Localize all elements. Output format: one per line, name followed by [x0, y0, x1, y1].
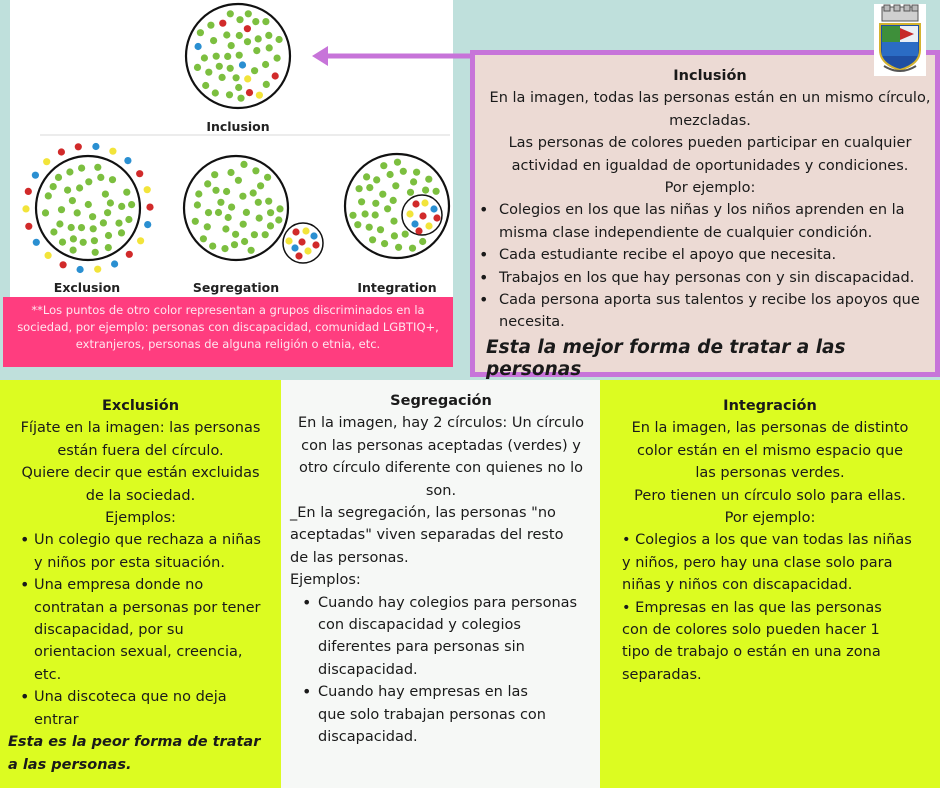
person-dot — [64, 187, 71, 194]
person-dot — [197, 29, 204, 36]
person-dot — [419, 212, 426, 219]
person-dot — [262, 231, 269, 238]
list-item: • Colegios a los que van todas las niñas y niños, pero hay una clase solo para niñas y niños con discapacidad. — [622, 532, 912, 594]
integration-line: Pero tienen un círculo solo para ellas. — [634, 487, 906, 504]
person-dot — [222, 225, 229, 232]
person-dot — [128, 201, 135, 208]
person-dot — [104, 209, 111, 216]
person-dot — [433, 188, 440, 195]
list-item: • Un colegio que rechaza a niñas y niños por esta situación. — [6, 529, 269, 574]
person-dot — [380, 162, 387, 169]
person-dot — [425, 176, 432, 183]
exclusion-panel — [0, 380, 281, 788]
exclusion-line: Quiere decir que están excluidas de la sociedad. — [21, 465, 260, 504]
person-dot — [252, 18, 259, 25]
person-dot — [109, 148, 116, 155]
person-dot — [211, 171, 218, 178]
person-dot — [272, 72, 279, 79]
person-dot — [195, 190, 202, 197]
person-dot — [146, 204, 153, 211]
person-dot — [400, 168, 407, 175]
person-dot — [215, 209, 222, 216]
list-item: • Cuando hay empresas en las que solo trabajan personas con discapacidad. — [290, 681, 586, 748]
list-item: • Trabajos en los que hay personas con y sin discapacidad. — [499, 267, 940, 289]
person-dot — [276, 205, 283, 212]
person-dot — [205, 209, 212, 216]
person-dot — [25, 188, 32, 195]
person-dot — [304, 247, 311, 254]
person-dot — [204, 223, 211, 230]
segregation-circle-group — [184, 156, 323, 263]
arrow-icon — [300, 40, 480, 75]
person-dot — [257, 182, 264, 189]
segregation-body: Ejemplos: — [290, 572, 361, 589]
person-dot — [94, 266, 101, 273]
person-dot — [433, 214, 440, 221]
person-dot — [137, 237, 144, 244]
person-dot — [421, 199, 428, 206]
person-dot — [213, 53, 220, 60]
person-dot — [356, 185, 363, 192]
person-dot — [239, 193, 246, 200]
exclusion-circle-group — [22, 143, 153, 273]
person-dot — [97, 174, 104, 181]
person-dot — [123, 189, 130, 196]
person-dot — [366, 184, 373, 191]
exclusion-list — [6, 529, 275, 731]
person-dot — [45, 252, 52, 259]
person-dot — [358, 198, 365, 205]
person-dot — [395, 244, 402, 251]
list-item: • Una discoteca que no deja entrar — [6, 686, 269, 731]
person-dot — [144, 221, 151, 228]
person-dot — [373, 176, 380, 183]
person-dot — [118, 229, 125, 236]
person-dot — [425, 222, 432, 229]
person-dot — [354, 221, 361, 228]
person-dot — [219, 20, 226, 27]
person-dot — [223, 188, 230, 195]
person-dot — [68, 224, 75, 231]
person-dot — [205, 69, 212, 76]
person-dot — [372, 200, 379, 207]
integration-title: Integración — [723, 398, 817, 414]
person-dot — [231, 241, 238, 248]
person-dot — [402, 231, 409, 238]
label-exclusion: Exclusion — [53, 280, 121, 295]
person-dot — [240, 161, 247, 168]
person-dot — [207, 22, 214, 29]
person-dot — [251, 67, 258, 74]
person-dot — [144, 186, 151, 193]
person-dot — [292, 228, 299, 235]
person-dot — [105, 232, 112, 239]
person-dot — [45, 192, 52, 199]
person-dot — [372, 211, 379, 218]
person-dot — [194, 201, 201, 208]
person-dot — [223, 31, 230, 38]
list-item: • Cada persona aporta sus talentos y recibe los apoyos que necesita. — [499, 289, 940, 334]
exclusion-line: Ejemplos: — [105, 510, 176, 527]
person-dot — [50, 183, 57, 190]
person-dot — [55, 174, 62, 181]
person-dot — [407, 189, 414, 196]
integration-circle-group — [345, 154, 449, 258]
list-item: • Cuando hay colegios para personas con discapacidad y colegios diferentes para personas sin discapacidad. — [290, 592, 586, 682]
person-dot — [392, 182, 399, 189]
person-dot — [200, 235, 207, 242]
person-dot — [22, 205, 29, 212]
person-dot — [263, 81, 270, 88]
person-dot — [276, 36, 283, 43]
person-dot — [236, 16, 243, 23]
inclusion-list — [475, 199, 940, 333]
person-dot — [33, 239, 40, 246]
person-dot — [78, 224, 85, 231]
exclusion-closing: Esta es la peor forma de tratar a las personas. — [8, 734, 261, 773]
exclusion-line: Fíjate en la imagen: las personas están fuera del círculo. — [20, 420, 261, 459]
list-item: • Empresas en las que las personas con de colores solo pueden hacer 1 tipo de trabajo o están en una zona separadas. — [622, 599, 882, 683]
person-dot — [80, 239, 87, 246]
person-dot — [194, 64, 201, 71]
person-dot — [227, 10, 234, 17]
person-dot — [85, 178, 92, 185]
person-dot — [244, 38, 251, 45]
person-dot — [210, 37, 217, 44]
person-dot — [69, 197, 76, 204]
person-dot — [430, 205, 437, 212]
label-inclusion: Inclusion — [206, 119, 270, 134]
label-integration: Integration — [357, 280, 437, 295]
person-dot — [58, 148, 65, 155]
person-dot — [415, 227, 422, 234]
person-dot — [412, 200, 419, 207]
person-dot — [77, 266, 84, 273]
person-dot — [411, 220, 418, 227]
person-dot — [239, 61, 246, 68]
person-dot — [50, 228, 57, 235]
person-dot — [202, 82, 209, 89]
person-dot — [253, 47, 260, 54]
inclusion-line: Las personas de colores pueden participar en cualquier actividad en igualdad de oportunidades y condiciones. — [508, 135, 912, 174]
inclusion-closing: Esta la mejor forma de tratar a las personas — [486, 336, 846, 381]
person-dot — [250, 189, 257, 196]
person-dot — [59, 239, 66, 246]
person-dot — [107, 199, 114, 206]
note-banner — [3, 297, 453, 367]
person-dot — [302, 227, 309, 234]
person-dot — [312, 241, 319, 248]
person-dot — [369, 236, 376, 243]
person-dot — [201, 54, 208, 61]
person-dot — [256, 215, 263, 222]
person-dot — [221, 245, 228, 252]
person-dot — [227, 65, 234, 72]
person-dot — [244, 25, 251, 32]
person-dot — [66, 168, 73, 175]
person-dot — [224, 53, 231, 60]
person-dot — [237, 95, 244, 102]
segregation-line: En la imagen, hay 2 círculos: Un círculo con las personas aceptadas (verdes) y otro círculo diferente con quienes no lo son. — [297, 415, 585, 499]
person-dot — [219, 74, 226, 81]
list-item: • Una empresa donde no contratan a personas por tener discapacidad, por su orientacion sexual, creencia, etc. — [6, 574, 269, 686]
person-dot — [233, 74, 240, 81]
person-dot — [70, 247, 77, 254]
crest-icon — [874, 4, 926, 76]
person-dot — [381, 240, 388, 247]
person-dot — [125, 216, 132, 223]
person-dot — [251, 231, 258, 238]
person-dot — [111, 260, 118, 267]
person-dot — [212, 89, 219, 96]
person-dot — [265, 198, 272, 205]
person-dot — [60, 261, 67, 268]
integration-line: Por ejemplo: — [724, 510, 816, 527]
person-dot — [264, 174, 271, 181]
integration-panel — [600, 380, 940, 788]
person-dot — [409, 245, 416, 252]
person-dot — [377, 226, 384, 233]
person-dot — [124, 157, 131, 164]
person-dot — [410, 178, 417, 185]
person-dot — [236, 52, 243, 59]
segregation-body: _En la segregación, las personas "no aceptadas" viven separadas del resto de las personas. — [290, 505, 564, 566]
person-dot — [195, 43, 202, 50]
person-dot — [43, 158, 50, 165]
person-dot — [235, 84, 242, 91]
person-dot — [92, 249, 99, 256]
person-dot — [89, 213, 96, 220]
person-dot — [192, 218, 199, 225]
list-item: • Cada estudiante recibe el apoyo que necesita. — [499, 244, 940, 266]
person-dot — [285, 237, 292, 244]
label-segregation: Segregation — [192, 280, 280, 295]
person-dot — [362, 210, 369, 217]
person-dot — [109, 176, 116, 183]
person-dot — [387, 171, 394, 178]
segregation-list — [290, 592, 592, 749]
person-dot — [240, 221, 247, 228]
person-dot — [366, 224, 373, 231]
person-dot — [209, 243, 216, 250]
person-dot — [100, 219, 107, 226]
person-dot — [90, 225, 97, 232]
inclusion-box — [470, 50, 940, 381]
integration-line: En la imagen, las personas de distinto color están en el mismo espacio que las personas verdes. — [631, 420, 909, 482]
person-dot — [118, 203, 125, 210]
person-dot — [32, 172, 39, 179]
person-dot — [390, 197, 397, 204]
person-dot — [275, 216, 282, 223]
inclusion-title: Inclusión — [673, 68, 747, 84]
person-dot — [262, 61, 269, 68]
person-dot — [241, 238, 248, 245]
person-dot — [244, 75, 251, 82]
person-dot — [70, 235, 77, 242]
person-dot — [349, 212, 356, 219]
person-dot — [384, 205, 391, 212]
person-dot — [422, 187, 429, 194]
person-dot — [274, 55, 281, 62]
person-dot — [85, 201, 92, 208]
coat-of-arms-logo — [874, 4, 926, 76]
person-dot — [216, 63, 223, 70]
person-dot — [295, 252, 302, 259]
person-dot — [248, 247, 255, 254]
person-dot — [204, 180, 211, 187]
person-dot — [91, 237, 98, 244]
person-dot — [105, 244, 112, 251]
person-dot — [310, 232, 317, 239]
inclusion-line: En la imagen, todas las personas están en un mismo círculo, mezcladas. — [489, 90, 931, 129]
inclusion-circle-group — [186, 4, 290, 108]
person-dot — [252, 167, 259, 174]
person-dot — [102, 191, 109, 198]
inclusion-line: Por ejemplo: — [664, 180, 756, 197]
person-dot — [136, 170, 143, 177]
person-dot — [291, 244, 298, 251]
person-dot — [413, 169, 420, 176]
person-dot — [212, 187, 219, 194]
person-dot — [76, 184, 83, 191]
person-dot — [394, 159, 401, 166]
person-dot — [74, 209, 81, 216]
person-dot — [227, 169, 234, 176]
person-dot — [267, 209, 274, 216]
person-dot — [78, 165, 85, 172]
person-dot — [255, 199, 262, 206]
person-dot — [236, 32, 243, 39]
person-dot — [42, 209, 49, 216]
note-text: **Los puntos de otro color representan a grupos discriminados en la sociedad, por ejemplo: personas con discapacidad, comunidad LGBTIQ+, extranjeros, personas de alguna religión o etnia, etc. — [17, 303, 439, 351]
person-dot — [94, 164, 101, 171]
person-dot — [266, 44, 273, 51]
list-item: • Colegios en los que las niñas y los niños aprenden en la misma clase independiente de cualquier condición. — [499, 199, 940, 244]
person-dot — [262, 18, 269, 25]
person-dot — [228, 204, 235, 211]
person-dot — [255, 35, 262, 42]
person-dot — [126, 251, 133, 258]
person-dot — [226, 91, 233, 98]
person-dot — [217, 199, 224, 206]
person-dot — [232, 231, 239, 238]
person-dot — [406, 210, 413, 217]
person-dot — [391, 232, 398, 239]
person-dot — [92, 143, 99, 150]
person-dot — [58, 206, 65, 213]
person-dot — [298, 238, 305, 245]
segregation-title: Segregación — [390, 393, 492, 409]
person-dot — [228, 42, 235, 49]
person-dot — [235, 177, 242, 184]
person-dot — [379, 191, 386, 198]
person-dot — [243, 209, 250, 216]
segregation-panel — [281, 380, 600, 788]
person-dot — [363, 173, 370, 180]
person-dot — [419, 238, 426, 245]
person-dot — [246, 89, 253, 96]
person-dot — [256, 92, 263, 99]
person-dot — [245, 10, 252, 17]
person-dot — [265, 32, 272, 39]
person-dot — [267, 222, 274, 229]
person-dot — [115, 220, 122, 227]
integration-list — [622, 529, 930, 686]
exclusion-title: Exclusión — [101, 398, 180, 414]
person-dot — [75, 143, 82, 150]
person-dot — [25, 223, 32, 230]
person-dot — [225, 214, 232, 221]
person-dot — [56, 220, 63, 227]
person-dot — [390, 218, 397, 225]
